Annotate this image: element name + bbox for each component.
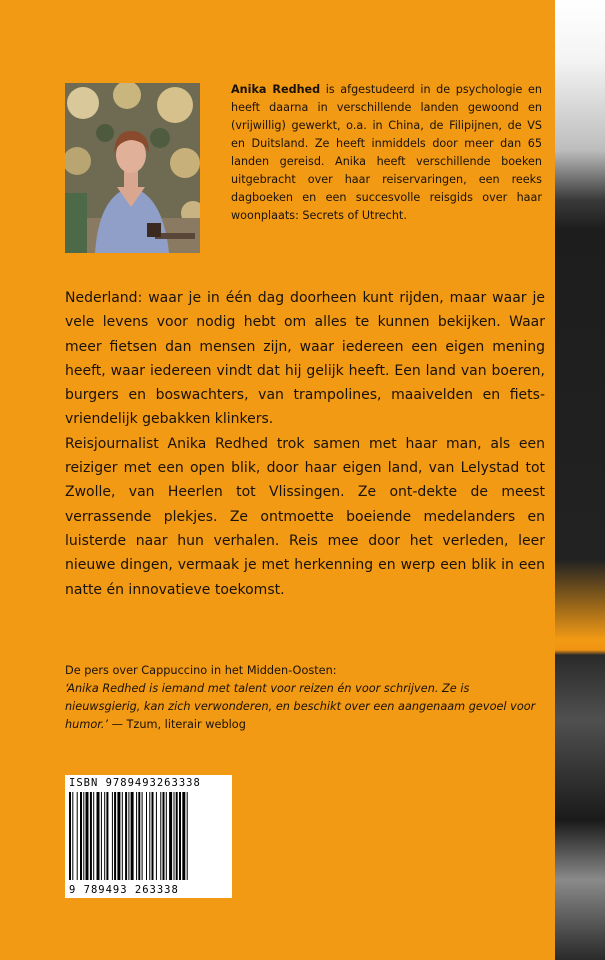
press-heading: De pers over Cappuccino in het Midden-Oosten: — [65, 664, 337, 677]
adjacent-cover-edge — [555, 0, 605, 960]
description-paragraph: Reisjournalist Anika Redhed trok samen met haar man, als een reiziger met een open blik, door haar eigen land, van Lelystad tot Zwolle, van Heerlen tot Vlissingen. Ze ont-dekte de meest verrassende plekjes. Ze ontmoette boeiende medelanders en luisterde naar hun verhalen. Reis mee door het verleden, leer nieuwe dingen, vermaak je met herkenning en werp een blik in een natte én innovatieve toekomst. — [65, 435, 545, 598]
author-photo — [65, 83, 200, 253]
barcode-bars — [69, 792, 228, 880]
description-paragraph: Nederland: waar je in één dag doorheen kunt rijden, maar waar je vele levens voor nodig hebt om alles te kunnen bekijken. Waar meer fietsen dan mensen zijn, waar iedereen een eigen mening heeft, waar iedereen vindt dat hij gelijk heeft. Een land van boeren, burgers en boswachters, van trampolines, maaivelden en fiets-vriendelijk gebakken klinkers. — [65, 290, 545, 428]
quote-source: — Tzum, literair weblog — [108, 718, 246, 731]
author-bio-text: is afgestudeerd in de psychologie en heeft daarna in verschillende landen gewoond en (vrijwillig) gewerkt, o.a. in China, de Filipijnen, de VS en Duitsland. Ze heeft inmiddels door meer dan 65 landen gereisd. Anika heeft verschillende boeken uitgebracht over haar reiservaringen, een reeks dagboeken en een succesvolle reisgids over haar woonplaats: Secrets of Utrecht. — [231, 83, 542, 222]
author-photo-illustration — [65, 83, 200, 253]
press-quote-body — [65, 680, 545, 734]
barcode-number: 9 789493 263338 — [69, 884, 179, 896]
author-name: Anika Redhed — [231, 83, 321, 96]
isbn-label: ISBN 9789493263338 — [69, 777, 201, 789]
book-description — [65, 286, 545, 602]
press-quote — [65, 662, 545, 734]
author-bio — [231, 81, 542, 225]
quote-text: ‘Anika Redhed is iemand met talent voor reizen én voor schrijven. Ze is nieuwsgierig, kan zich verwonderen, en beschikt over een aangenaam gevoel voor humor.’ — [65, 682, 536, 731]
isbn-barcode — [65, 775, 232, 898]
